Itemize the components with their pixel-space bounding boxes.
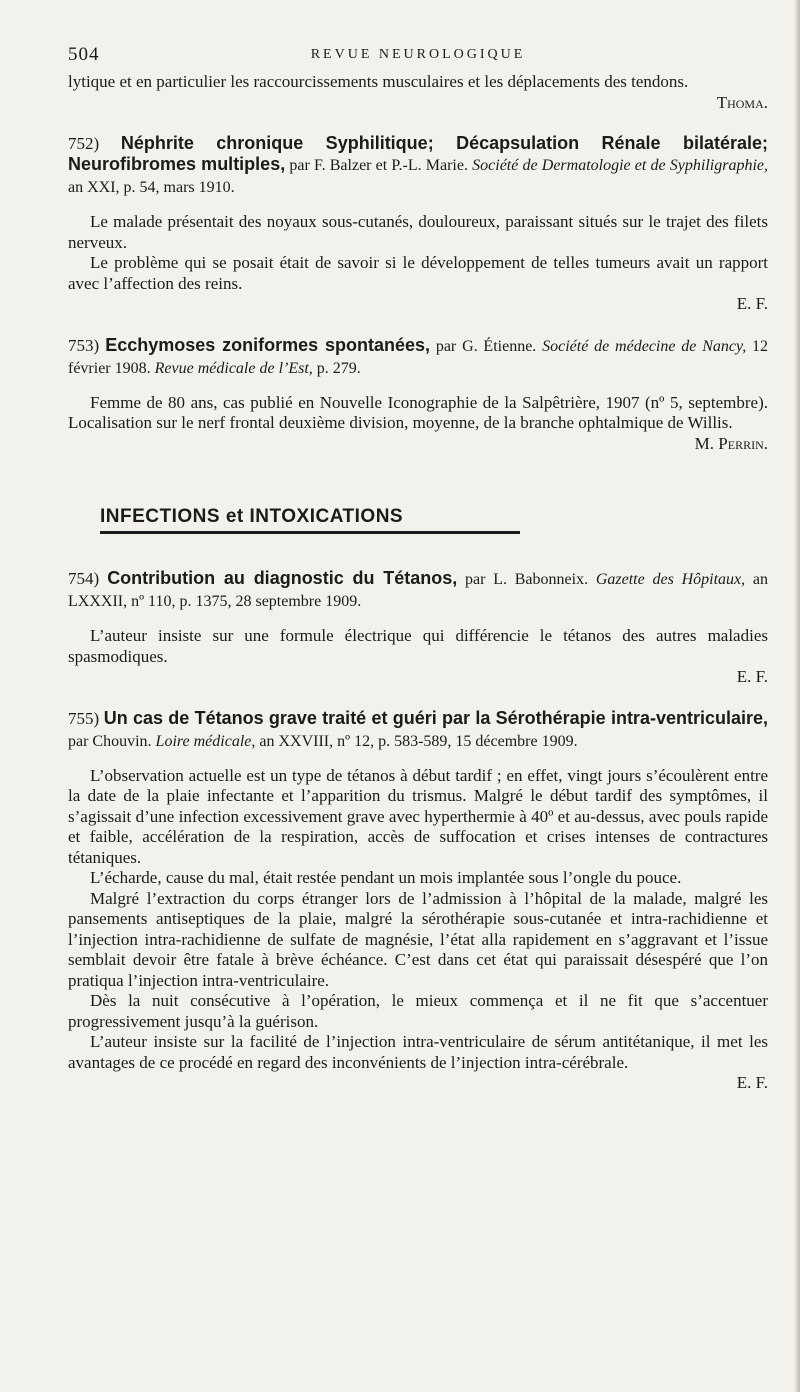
running-head bbox=[68, 44, 768, 72]
entry-752 bbox=[68, 133, 768, 315]
entry-title: Ecchymoses zoniformes spontanées, bbox=[105, 334, 430, 355]
entry-details: 12 février 1908. bbox=[68, 337, 769, 377]
entry-753 bbox=[68, 335, 768, 455]
entry-authors: par G. Étienne. bbox=[430, 337, 543, 355]
entry-heading bbox=[68, 708, 768, 752]
entry-details: an XXVIII, nº 12, p. 583-589, 15 décembre 1909. bbox=[255, 732, 578, 750]
entry-paragraph: Le problème qui se posait était de savoir si le développement de telles tumeurs avait un rapport avec l’affection des reins. bbox=[68, 253, 768, 293]
page-number: 504 bbox=[68, 44, 100, 65]
entry-number: 754) bbox=[68, 569, 100, 588]
entry-paragraph: Malgré l’extraction du corps étranger lors de l’admission à l’hôpital de la malade, malgré les pansements antiseptiques de la plaie, malgré la sérothérapie sous-cutanée et intra-rachidienne et l’injection intra-rachidienne de sulfate de magnésie, l’état alla rapidement en s’aggravant et l’issue semblait devoir être fatale à brève échéance. C’est dans cet état qui paraissait désespéré que l’on pratiqua l’injection intra-ventriculaire. bbox=[68, 888, 768, 990]
section-heading: INFECTIONS et INTOXICATIONS bbox=[100, 506, 520, 534]
entry-signature: E. F. bbox=[736, 294, 768, 313]
entry-755 bbox=[68, 708, 768, 1094]
entry-heading bbox=[68, 568, 768, 612]
entry-source: Société de médecine de Nancy, bbox=[542, 337, 747, 355]
entry-details: an XXI, p. 54, mars 1910. bbox=[68, 179, 235, 196]
intro-text: lytique et en particulier les raccourcissements musculaires et les déplacements des tendons. bbox=[68, 72, 689, 91]
entry-source: Société de Dermatologie et de Syphiligraphie, bbox=[472, 157, 768, 174]
entry-heading bbox=[68, 133, 768, 198]
entry-source-secondary: Revue médicale de l’Est, bbox=[154, 359, 313, 377]
entry-paragraph: Femme de 80 ans, cas publié en Nouvelle Iconographie de la Salpêtrière, 1907 (nº 5, septembre). Localisation sur le nerf frontal deuxième division, moyenne, de la branche ophtalmique de Willis. bbox=[68, 392, 768, 432]
entry-signature: M. Perrin. bbox=[694, 433, 768, 453]
entry-title: Un cas de Tétanos grave traité et guéri par la Sérothérapie intra-ventriculaire, bbox=[103, 707, 768, 728]
entry-paragraph: L’observation actuelle est un type de tétanos à début tardif ; en effet, vingt jours s’écoulèrent entre la date de la plaie infectante et l’apparition du trismus. Malgré le début tardif des symptômes, il s’agissait d’une infection excessivement grave avec hyperthermie à 40º et au-dessus, avec pouls rapide et faible, accélération de la respiration, accès de suffocation et crises intenses de contractures tétaniques. bbox=[68, 765, 768, 867]
entry-details-secondary: p. 279. bbox=[312, 359, 361, 377]
entry-authors: par Chouvin. bbox=[68, 732, 156, 750]
entry-paragraph: Dès la nuit consécutive à l’opération, le mieux commença et il ne fit que s’accentuer progressivement jusqu’à la guérison. bbox=[68, 991, 768, 1031]
entry-paragraph: L’auteur insiste sur une formule électrique qui différencie le tétanos des autres maladies spasmodiques. bbox=[68, 626, 768, 666]
entry-signature: E. F. bbox=[736, 1073, 768, 1092]
document-page bbox=[68, 44, 768, 1094]
entry-source: Loire médicale, bbox=[155, 732, 256, 750]
entry-authors: par L. Babonneix. bbox=[457, 571, 596, 588]
entry-authors: par F. Balzer et P.-L. Marie. bbox=[285, 157, 473, 174]
entry-details: an LXXXII, nº 110, p. 1375, 28 septembre 1909. bbox=[68, 571, 768, 610]
entry-heading bbox=[68, 335, 768, 379]
entry-number: 752) bbox=[68, 134, 100, 153]
page-edge-shadow bbox=[794, 0, 800, 1392]
entry-754 bbox=[68, 568, 768, 688]
entry-number: 755) bbox=[68, 708, 100, 728]
intro-signature: Thoma. bbox=[716, 92, 768, 112]
entry-title: Contribution au diagnostic du Tétanos, bbox=[107, 568, 458, 588]
entry-title: Néphrite chronique Syphilitique; Décapsulation Rénale bilatérale; Neurofibromes multiples, bbox=[68, 133, 769, 174]
journal-title: REVUE NEUROLOGIQUE bbox=[310, 47, 526, 62]
entry-number: 753) bbox=[68, 335, 100, 355]
entry-paragraph: Le malade présentait des noyaux sous-cutanés, douloureux, paraissant situés sur le trajet des filets nerveux. bbox=[68, 212, 768, 252]
entry-paragraph: L’auteur insiste sur la facilité de l’injection intra-ventriculaire de sérum antitétanique, il met les avantages de ce procédé en regard des inconvénients de l’injection intra-cérébrale. bbox=[68, 1032, 768, 1072]
entry-source: Gazette des Hôpitaux, bbox=[595, 571, 746, 588]
entry-signature: E. F. bbox=[736, 667, 768, 686]
entry-paragraph: L’écharde, cause du mal, était restée pendant un mois implantée sous l’ongle du pouce. bbox=[90, 868, 682, 887]
